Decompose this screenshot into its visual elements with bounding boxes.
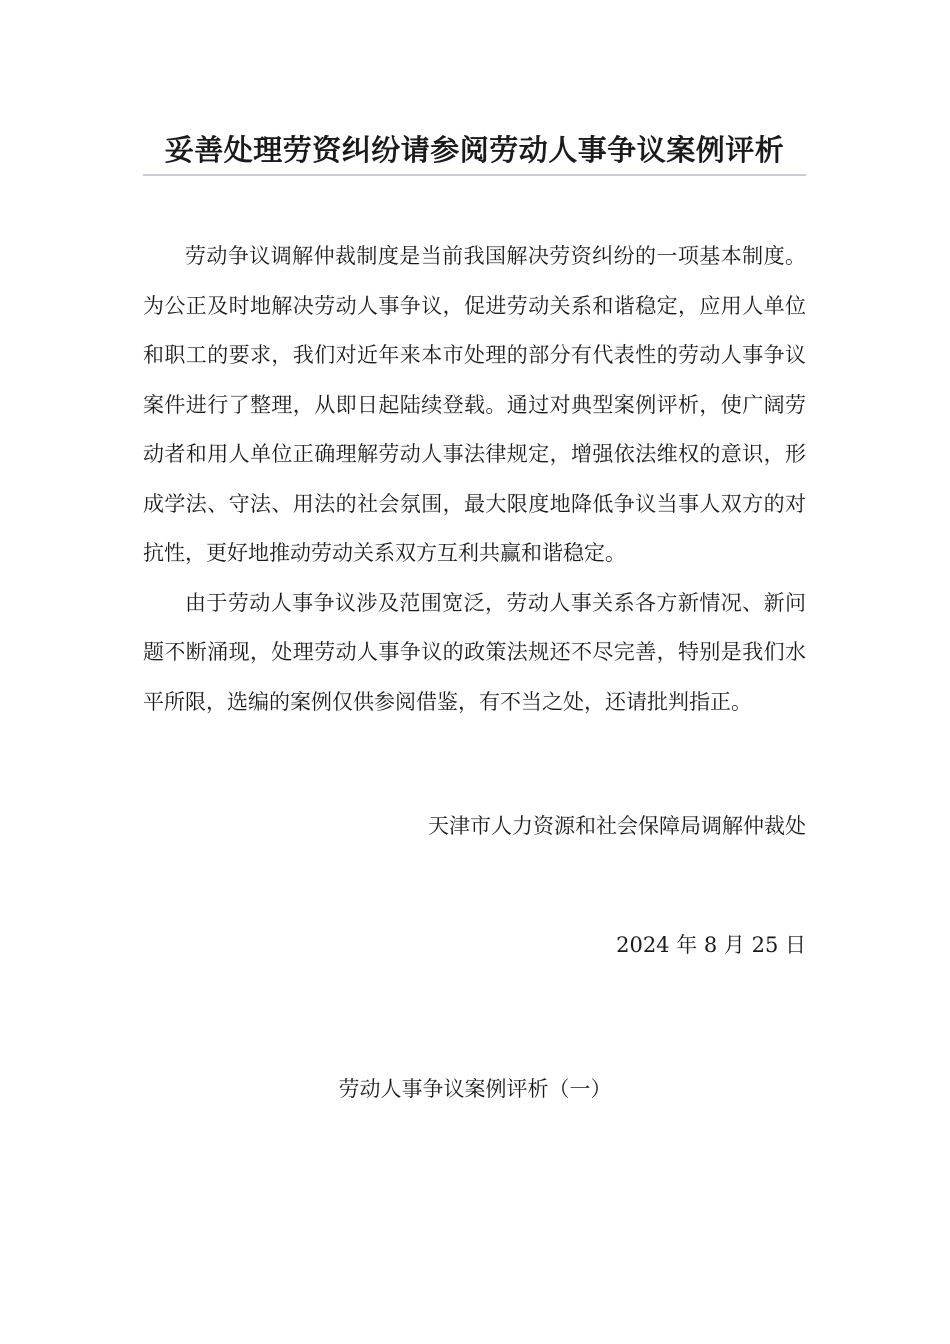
title-underline-divider — [143, 174, 806, 176]
body-paragraph-2: 由于劳动人事争议涉及范围宽泛，劳动人事关系各方新情况、新问题不断涌现，处理劳动人事争议的政策法规还不尽完善，特别是我们水平所限，选编的案例仅供参阅借鉴，有不当之处，还请批判指正。 — [143, 590, 806, 714]
issue-date: 2024 年 8 月 25 日 — [616, 933, 806, 957]
section-title: 劳动人事争议案例评析（一） — [338, 1077, 612, 1101]
body-paragraph-1: 劳动争议调解仲裁制度是当前我国解决劳资纠纷的一项基本制度。为公正及时地解决劳动人事争议，促进劳动关系和谐稳定，应用人单位和职工的要求，我们对近年来本市处理的部分有代表性的劳动人事争议案件进行了整理，从即日起陆续登载。通过对典型案例评析，使广阔劳动者和用人单位正确理解劳动人事法律规定，增强依法维权的意识，形成学法、守法、用法的社会氛围，最大限度地降低争议当事人双方的对抗性，更好地推动劳动关系双方互利共赢和谐稳定。 — [143, 244, 806, 565]
document-title: 妥善处理劳资纠纷请参阅劳动人事争议案例评析 — [164, 133, 785, 167]
issuer-signature: 天津市人力资源和社会保障局调解仲裁处 — [428, 814, 806, 838]
document-body — [143, 232, 806, 727]
